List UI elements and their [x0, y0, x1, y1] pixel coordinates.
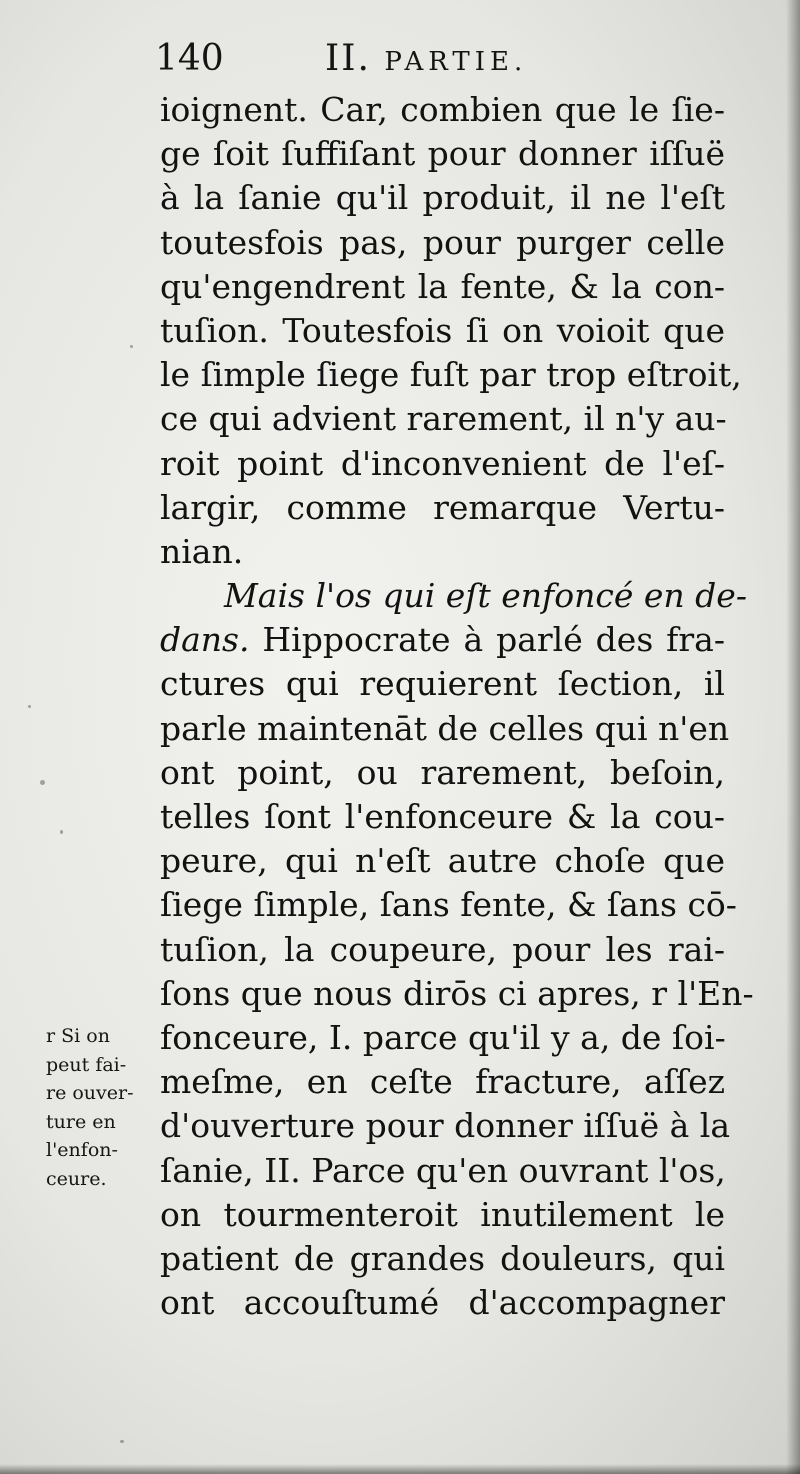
- page-bottom-shadow: [0, 1464, 800, 1474]
- text-line: ſanie, II. Parce qu'en ouvrant l'os,: [160, 1150, 726, 1190]
- text-line: ce qui advient rarement, il n'y au-: [160, 399, 727, 439]
- text-line: patient de grandes douleurs, qui: [160, 1238, 725, 1278]
- lemma-text: Mais l'os qui eſt enfoncé en de-: [224, 576, 747, 616]
- text-line: parle maintenāt de celles qui n'en: [160, 708, 730, 748]
- text-line: nian.: [160, 531, 244, 571]
- paper-speck: [60, 830, 63, 834]
- lemma-line: [160, 574, 747, 618]
- text-line: telles ſont l'enfonceure & la cou-: [160, 797, 725, 836]
- marginal-note-line: r Si on: [46, 1025, 110, 1047]
- marginal-note-line: ture en: [46, 1110, 116, 1133]
- marginal-note-line: l'enfon-: [46, 1139, 118, 1161]
- main-text-block: [160, 88, 754, 1325]
- paper-speck: [130, 345, 133, 348]
- text-line: roit point d'inconvenient de l'eſ-: [160, 443, 725, 483]
- part-word: PARTIE.: [384, 47, 528, 77]
- text-line: ioignent. Car, combien que le ſie-: [160, 90, 725, 129]
- text-line: [160, 618, 725, 662]
- paper-speck: [28, 705, 31, 708]
- marginal-note: [46, 1022, 154, 1193]
- text-line: tuſion. Toutesfois ſi on voioit que: [160, 310, 725, 350]
- text-line: ont accouſtumé d'accompagner: [160, 1283, 725, 1323]
- text-line: ſiege ſimple, ſans fente, & ſans cō-: [160, 885, 737, 925]
- text-segment: Hippocrate à parlé des fra-: [262, 620, 725, 660]
- marginal-note-line: peut fai-: [46, 1053, 127, 1076]
- lemma-end: dans.: [160, 620, 250, 660]
- page-number: 140: [155, 38, 224, 79]
- marginal-note-line: re ouver-: [46, 1082, 134, 1104]
- page-edge-shadow: [786, 0, 800, 1474]
- text-line: d'ouverture pour donner iſſuë à la: [160, 1106, 731, 1146]
- text-line: le ſimple ſiege fuſt par trop eſtroit,: [160, 355, 742, 395]
- paper-speck: [40, 780, 45, 785]
- text-line: ge ſoit ſuffiſant pour donner iſſuë: [160, 134, 725, 174]
- text-line: on tourmenteroit inutilement le: [160, 1194, 725, 1234]
- running-header: [155, 34, 725, 84]
- text-line: qu'engendrent la fente, & la con-: [160, 266, 725, 306]
- text-line: ont point, ou rarement, beſoin,: [160, 752, 725, 792]
- text-line: ctures qui requierent ſection, il: [160, 664, 725, 704]
- text-line: peure, qui n'eſt autre choſe que: [160, 841, 725, 881]
- text-line: tuſion, la coupeure, pour les rai-: [160, 929, 725, 969]
- running-head-title: [325, 34, 527, 87]
- paper-speck: [120, 1440, 124, 1443]
- text-line: toutesfois pas, pour purger celle: [160, 222, 725, 262]
- part-numeral: II.: [325, 38, 371, 79]
- text-line: fonceure, I. parce qu'il y a, de ſoi-: [160, 1017, 726, 1057]
- text-line: ſons que nous dirōs ci apres, r l'En-: [160, 973, 754, 1013]
- marginal-note-line: ceure.: [46, 1167, 107, 1190]
- text-line: meſme, en ceſte fracture, aſſez: [160, 1062, 725, 1102]
- text-line: à la ſanie qu'il produit, il ne l'eſt: [160, 178, 725, 218]
- text-line: largir, comme remarque Vertu-: [160, 487, 725, 527]
